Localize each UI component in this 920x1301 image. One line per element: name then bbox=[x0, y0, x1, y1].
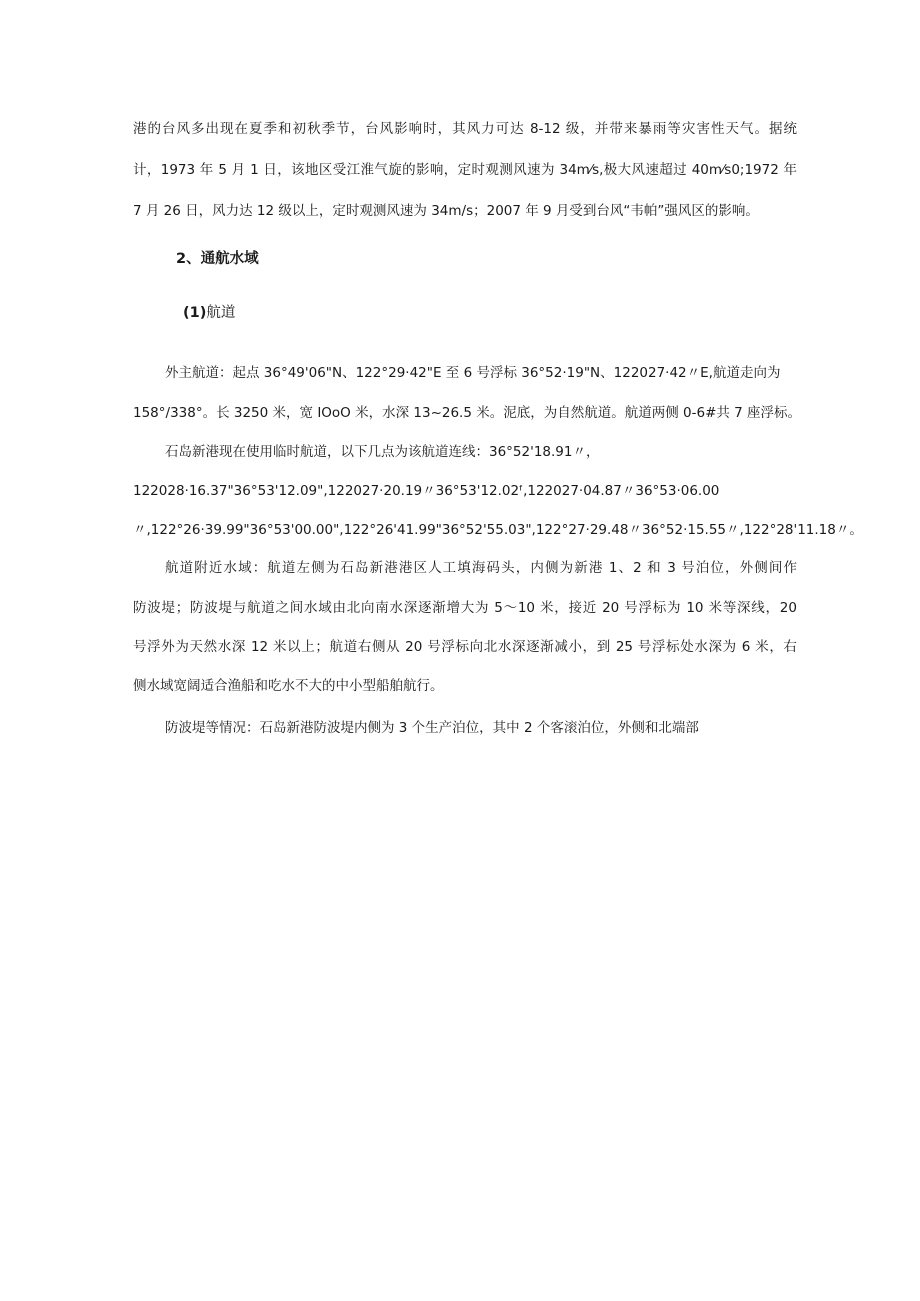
subsection-number: (1) bbox=[183, 305, 207, 321]
text-line: 石岛新港现在使用临时航道，以下几点为该航道连线：36°52'18.91〃， bbox=[165, 444, 600, 460]
text-line: 防波堤；防波堤与航道之间水域由北向南水深逐渐增大为 5～10 米，接近 20 号浮标为 10 米等深线，20 bbox=[133, 600, 797, 616]
section-heading: 2、通航水域 bbox=[176, 251, 259, 267]
subsection-heading bbox=[183, 301, 235, 322]
text-line: 122028·16.37"36°53'12.09",122027·20.19〃36°53'12.02ᶠ,122027·04.87〃36°53·06.00 bbox=[133, 483, 720, 499]
text-line: 计，1973 年 5 月 1 日，该地区受江淮气旋的影响，定时观测风速为 34m⁄s,极大风速超过 40m⁄s0;1972 年 bbox=[133, 162, 797, 178]
text-line: 〃,122°26·39.99"36°53'00.00",122°26'41.99"36°52'55.03",122°27·29.48〃36°52·15.55〃,122°28'11.18〃。 bbox=[133, 522, 863, 538]
subsection-title: 航道 bbox=[206, 305, 236, 321]
text-line: 侧水域宽阔适合渔船和吃水不大的中小型船舶航行。 bbox=[133, 678, 444, 694]
text-line: 外主航道：起点 36°49'06"N、122°29·42"E 至 6 号浮标 36°52·19"N、122027·42〃E,航道走向为 bbox=[165, 365, 781, 381]
text-line: 港的台风多出现在夏季和初秋季节，台风影响时，其风力可达 8-12 级，并带来暴雨等灾害性天气。据统 bbox=[133, 121, 797, 137]
text-line: 158°/338°。长 3250 米，宽 IOoO 米，水深 13~26.5 米。泥底，为自然航道。航道两侧 0-6#共 7 座浮标。 bbox=[133, 405, 802, 421]
text-line: 航道附近水域：航道左侧为石岛新港港区人工填海码头，内侧为新港 1、2 和 3 号泊位，外侧间作 bbox=[165, 560, 797, 576]
text-line: 号浮外为天然水深 12 米以上；航道右侧从 20 号浮标向北水深逐渐减小，到 25 号浮标处水深为 6 米，右 bbox=[133, 639, 797, 655]
text-line: 防波堤等情况：石岛新港防波堤内侧为 3 个生产泊位，其中 2 个客滚泊位，外侧和北端部 bbox=[165, 720, 699, 736]
text-line: 7 月 26 日，风力达 12 级以上，定时观测风速为 34m/s；2007 年 9 月受到台风“韦帕”强风区的影响。 bbox=[133, 203, 759, 219]
